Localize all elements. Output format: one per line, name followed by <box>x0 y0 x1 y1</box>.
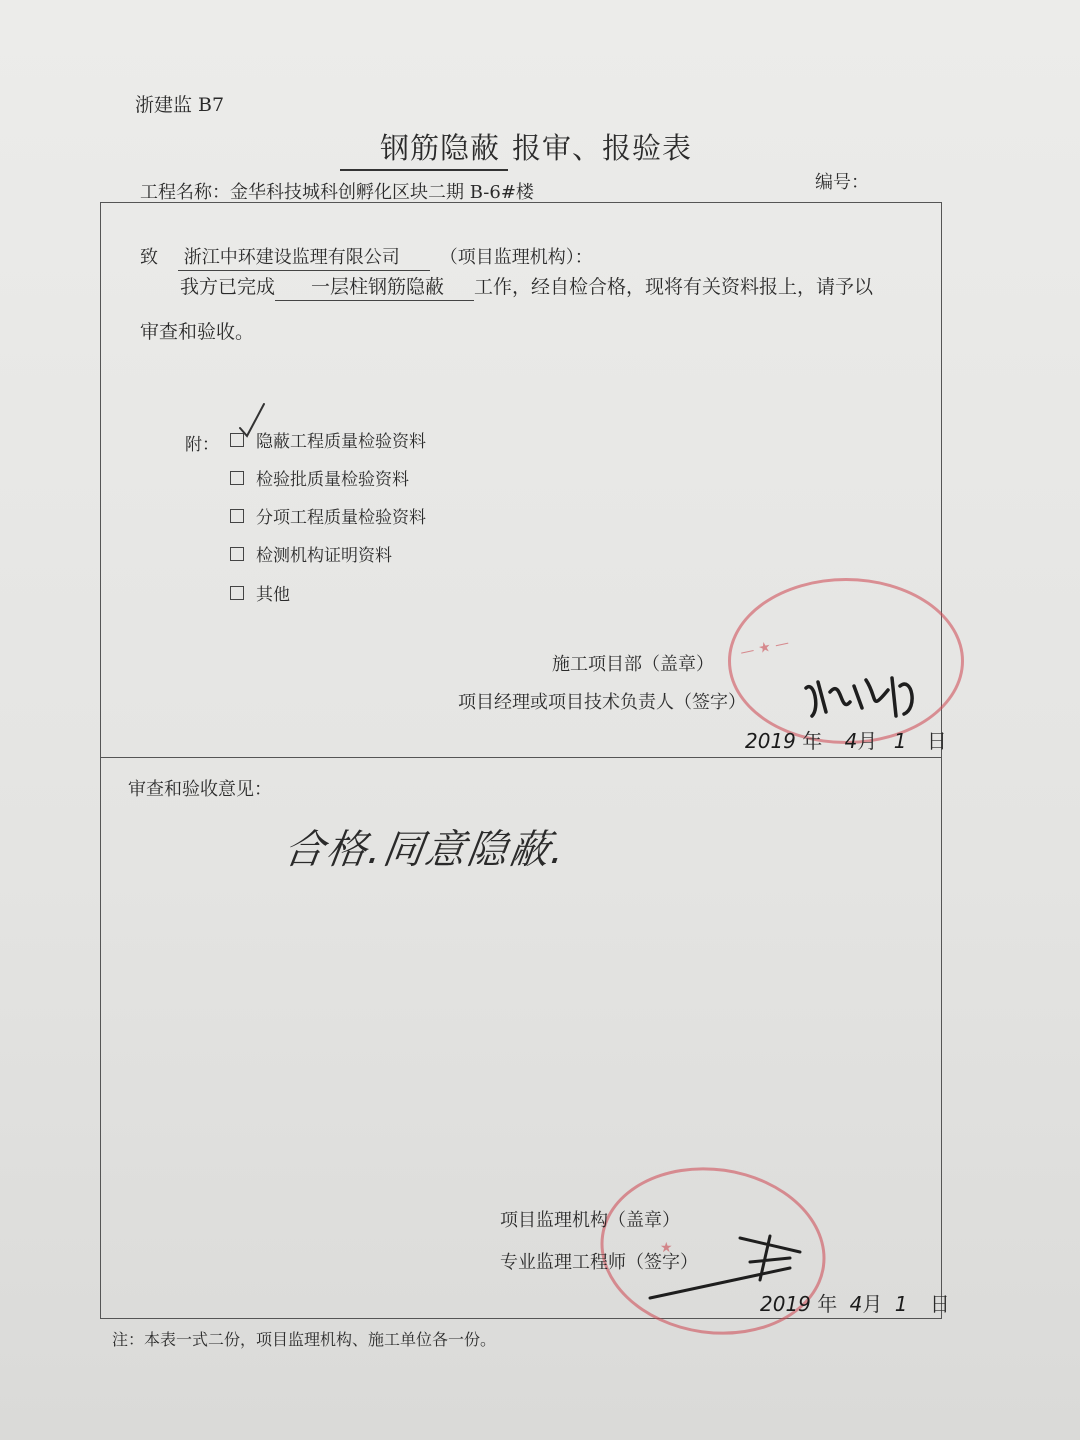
contractor-date <box>745 725 947 754</box>
checkbox-unchecked[interactable] <box>230 471 244 485</box>
review-comment: 合格.同意隐蔽. <box>281 827 570 873</box>
contractor-dept-label: 施工项目部（盖章） <box>552 654 714 675</box>
project-value: 金华科技城科创孵化区块二期 B-6#楼 <box>230 182 534 203</box>
date-day-label: 日 <box>929 1292 950 1316</box>
footer-note: 注：本表一式二份，项目监理机构、施工单位各一份。 <box>112 1330 497 1349</box>
to-label: 致 <box>140 247 158 268</box>
attachment-item[interactable] <box>230 465 409 490</box>
attachment-label: 检测机构证明资料 <box>256 546 392 566</box>
submission-line-2: 审查和验收。 <box>140 321 255 343</box>
date-year-label: 年 <box>802 729 823 753</box>
to-suffix: （项目监理机构）： <box>439 247 593 268</box>
date-day: 1 <box>894 1292 908 1316</box>
date-year: 2019 <box>760 1292 811 1316</box>
date-month: 4 <box>849 1292 863 1316</box>
supervisor-seal-text: ★ <box>660 1240 673 1256</box>
attachment-label: 其他 <box>256 585 290 605</box>
date-month: 4 <box>844 729 858 753</box>
line1-suffix: 工作，经自检合格，现将有关资料报上，请予以 <box>474 276 874 298</box>
attachment-item[interactable] <box>230 503 426 528</box>
date-year-label: 年 <box>817 1292 838 1316</box>
date-day-label: 日 <box>926 729 947 753</box>
date-month-label: 月 <box>862 1292 883 1316</box>
title-rest: 报审、报验表 <box>512 131 693 165</box>
checkbox-unchecked[interactable] <box>230 586 244 600</box>
attachment-label: 隐蔽工程质量检验资料 <box>256 432 426 452</box>
submission-line-1 <box>180 272 873 301</box>
title-fill: 钢筋隐蔽 <box>340 126 508 171</box>
section-divider <box>100 757 942 758</box>
line1-value: 一层柱钢筋隐蔽 <box>275 272 474 301</box>
project-name <box>140 178 534 204</box>
attachment-label: 检验批质量检验资料 <box>256 470 409 490</box>
review-label: 审查和验收意见： <box>128 779 272 800</box>
attachments-label: 附： <box>185 435 219 455</box>
handwritten-signature <box>800 668 925 728</box>
form-title <box>340 126 692 171</box>
contractor-seal-text: — ★ — <box>738 635 791 661</box>
checkbox-unchecked[interactable] <box>230 509 244 523</box>
attachment-label: 分项工程质量检验资料 <box>256 508 426 528</box>
contractor-manager-label: 项目经理或项目技术负责人（签字） <box>458 692 746 713</box>
supervisor-engineer-label: 专业监理工程师（签字） <box>500 1252 698 1273</box>
attachment-item[interactable] <box>230 580 290 605</box>
checkbox-unchecked[interactable] <box>230 547 244 561</box>
date-year: 2019 <box>745 729 796 753</box>
supervisor-org-label: 项目监理机构（盖章） <box>500 1210 680 1231</box>
supervisor-date <box>760 1288 950 1317</box>
addressee <box>140 243 593 271</box>
to-value: 浙江中环建设监理有限公司 <box>178 243 430 271</box>
line1-prefix: 我方已完成 <box>180 276 276 298</box>
date-month-label: 月 <box>857 729 878 753</box>
number-label: 编号： <box>815 172 869 193</box>
project-label: 工程名称： <box>140 182 230 203</box>
check-mark-icon <box>238 402 268 442</box>
form-frame <box>100 202 942 1319</box>
date-day: 1 <box>893 729 907 753</box>
form-code: 浙建监 B7 <box>135 94 225 116</box>
attachment-item[interactable] <box>230 541 392 566</box>
